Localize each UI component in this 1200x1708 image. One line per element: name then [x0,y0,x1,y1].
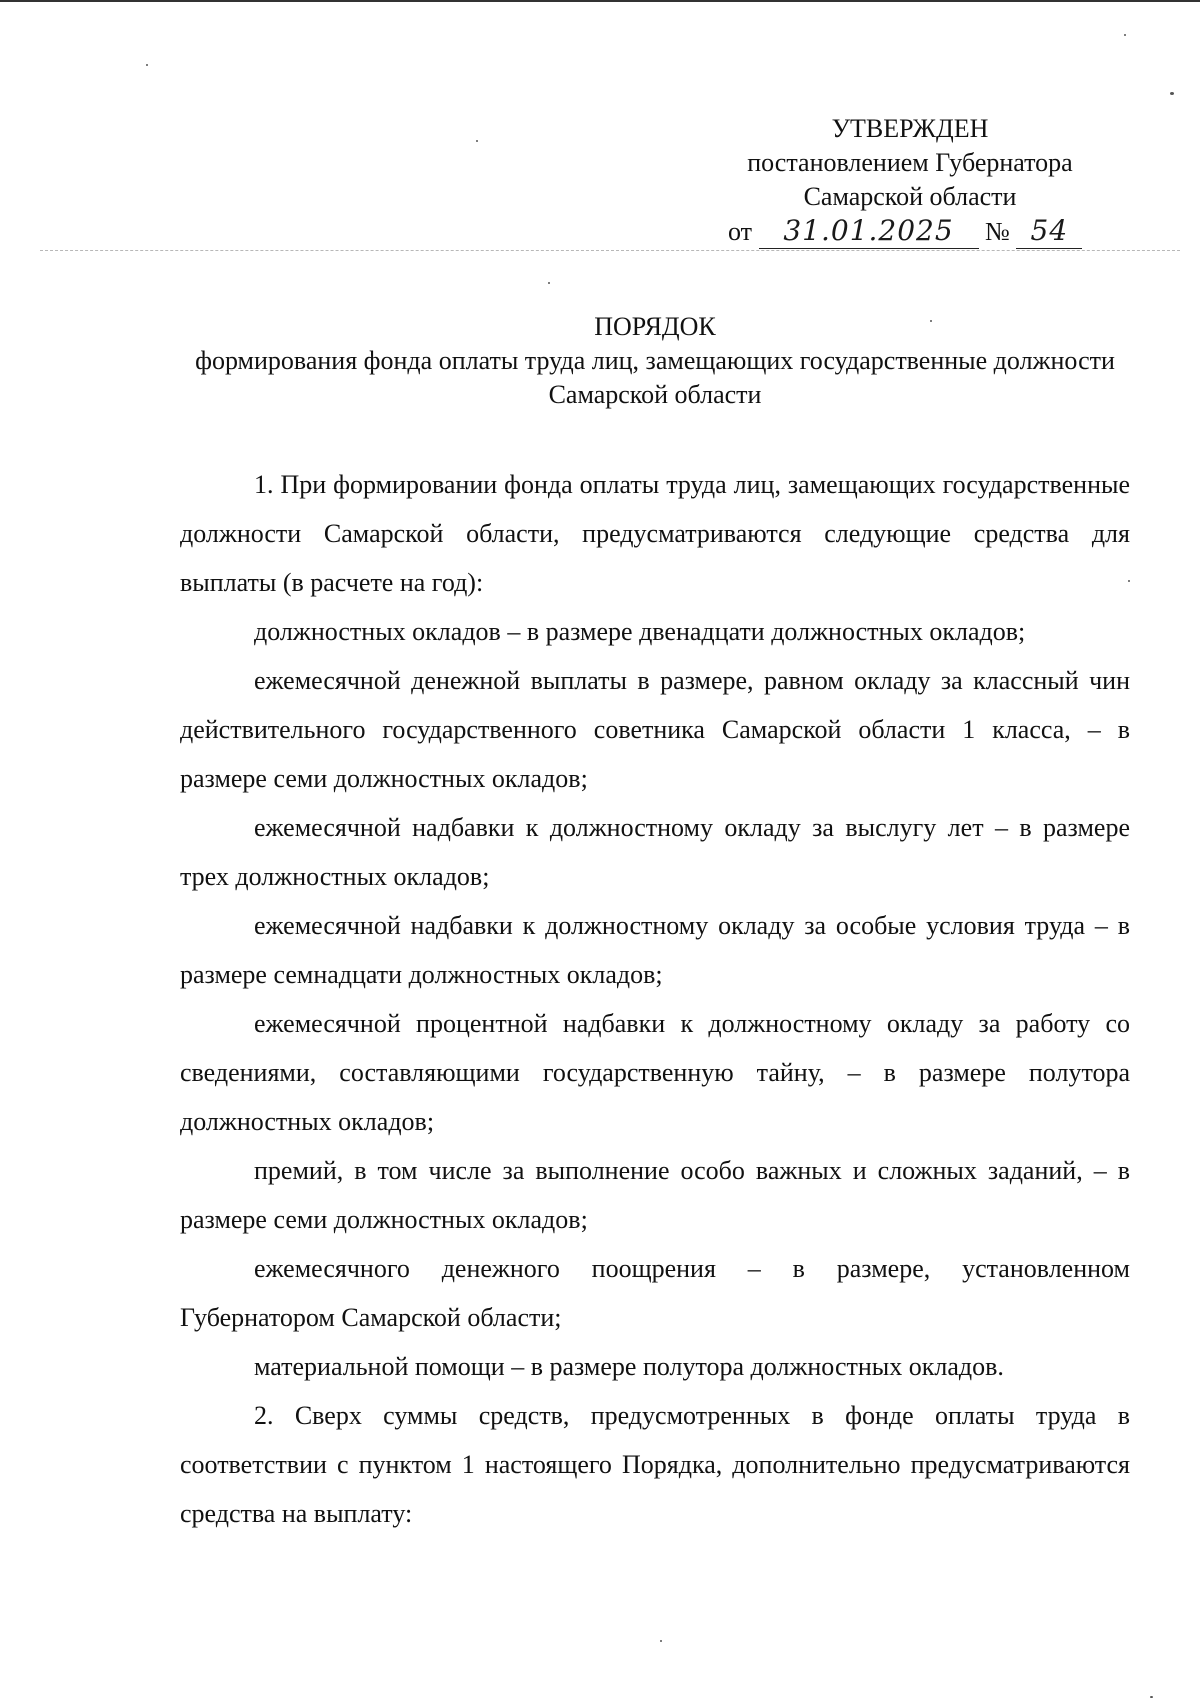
document-body [180,460,1130,1538]
number-sign: № [985,217,1010,246]
scan-dashed-line [40,250,1180,251]
approval-line-2: Самарской области [803,182,1017,211]
paragraph: должностных окладов – в размере двенадцати должностных окладов; [254,617,1026,646]
approval-block [700,112,1120,249]
paragraph: премий, в том числе за выполнение особо важных и сложных заданий, – в размере семи должностных окладов; [180,1156,1130,1234]
paragraph: материальной помощи – в размере полутора должностных окладов. [254,1352,1004,1381]
paragraph: ежемесячной надбавки к должностному окладу за выслугу лет – в размере трех должностных окладов; [180,813,1130,891]
scan-speck [660,1640,662,1642]
paragraph: ежемесячной денежной выплаты в размере, равном окладу за классный чин действительного государственного советника Самарской области 1 класса, – в размере семи должностных окладов; [180,666,1130,793]
scan-speck [1150,1696,1153,1698]
handwritten-number: 54 [1016,214,1082,249]
scan-speck [476,140,478,142]
approval-heading: УТВЕРЖДЕН [831,114,989,143]
scan-speck [930,320,932,322]
paragraph: ежемесячного денежного поощрения – в размере, установленном Губернатором Самарской области; [180,1254,1130,1332]
document-subtitle: формирования фонда оплаты труда лиц, замещающих государственные должности Самарской области [195,346,1115,409]
top-border-line [0,0,1200,2]
date-prefix: от [728,217,753,246]
scan-speck [548,282,550,284]
document-title: ПОРЯДОК [594,312,716,341]
approval-date-line [728,214,1120,249]
handwritten-date: 31.01.2025 [759,214,979,249]
paragraph: ежемесячной надбавки к должностному окладу за особые условия труда – в размере семнадцати должностных окладов; [180,911,1130,989]
scan-speck [1170,92,1174,95]
paragraph: ежемесячной процентной надбавки к должностному окладу за работу со сведениями, составляющими государственную тайну, – в размере полутора должностных окладов; [180,1009,1130,1136]
approval-line-1: постановлением Губернатора [747,148,1073,177]
scan-speck [1128,580,1130,582]
scan-speck [146,64,148,66]
title-block [160,310,1150,412]
paragraph: 2. Сверх суммы средств, предусмотренных в фонде оплаты труда в соответствии с пунктом 1 настоящего Порядка, дополнительно предусматриваются средства на выплату: [180,1401,1130,1528]
scan-speck [1124,34,1126,36]
paragraph: 1. При формировании фонда оплаты труда лиц, замещающих государственные должности Самарской области, предусматриваются следующие средства для выплаты (в расчете на год): [180,470,1130,597]
